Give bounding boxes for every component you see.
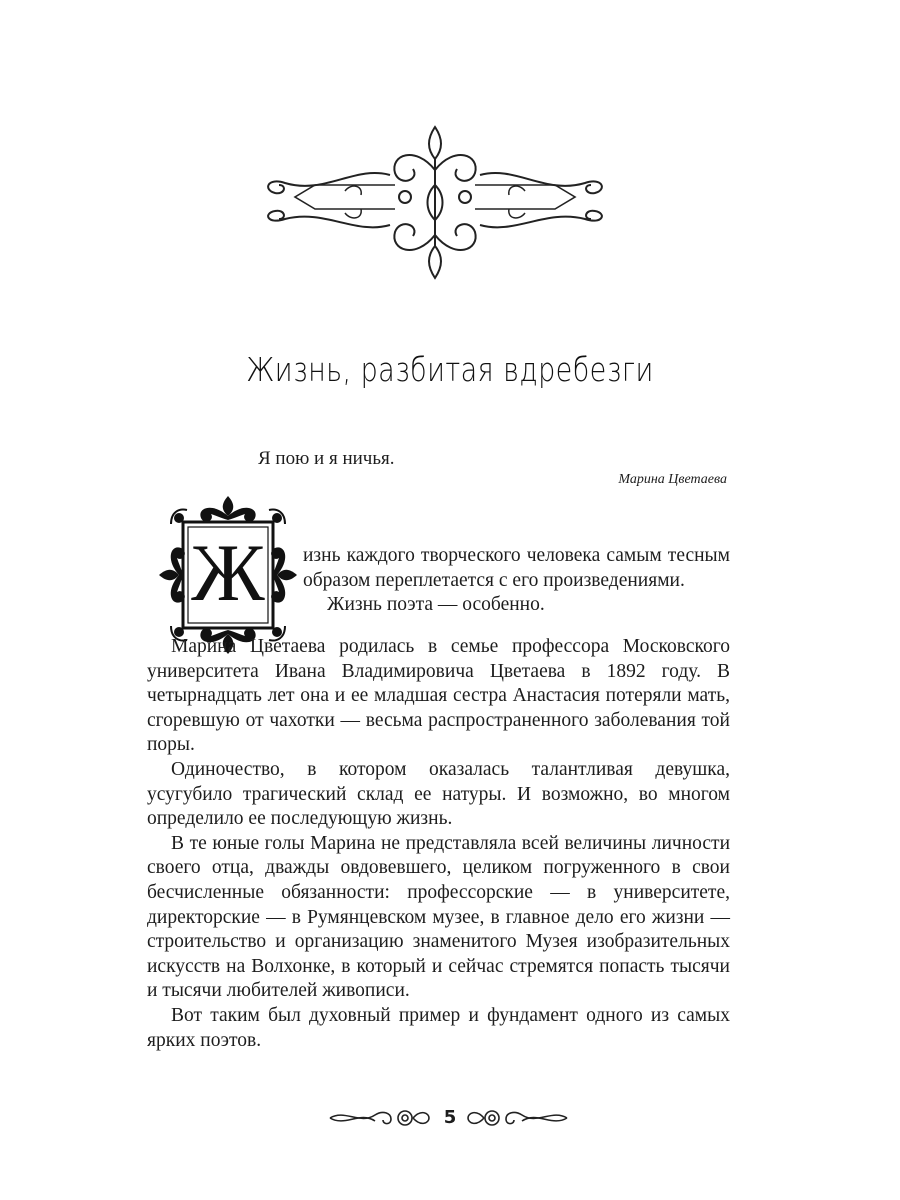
epigraph: Я пою и я ничья.: [258, 448, 395, 469]
chapter-title: Жизнь, разбитая вдребезги: [246, 350, 654, 389]
dropcap-letter: Ж: [191, 527, 265, 618]
paragraph: Вот таким был духовный пример и фундамент одного из самых ярких поэтов.: [147, 1004, 730, 1051]
intro-paragraph: Жизнь поэта — особенно.: [327, 594, 545, 616]
epigraph-author: Марина Цветаева: [618, 472, 727, 487]
intro-text: [303, 544, 730, 618]
page-number: 5: [443, 1107, 457, 1128]
paragraph: В те юные голы Марина не представляла всей величины личности своего отца, дважды овдовевшего, целиком погруженного в свои бесчисленные обязанности: профессорские — в университете, директорские — в Румянцевском музее, в главное дело его жизни — строительство и организацию знаменитого Музея изобразительных искусств на Волхонке, в который и сейчас стремятся попасть тысячи и тысячи любителей живописи.: [147, 832, 730, 1002]
body-text: [147, 635, 730, 1053]
chapter-ornament: [255, 125, 615, 280]
intro-paragraph: изнь каждого творческого человека самым тесным образом переплетается с его произведениями.: [303, 545, 730, 591]
paragraph: Одиночество, в котором оказалась талантливая девушка, усугубило трагический склад ее натуры. И возможно, во многом определило ее последующую жизнь.: [147, 758, 730, 830]
footer-ornament-right: [462, 1103, 572, 1133]
paragraph: Марина Цветаева родилась в семье профессора Московского университета Ивана Владимировича Цветаева в 1892 году. В четырнадцать лет она и ее младшая сестра Анастасия потеряли мать, сгоревшую от чахотки — весьма распространенного заболевания той поры.: [147, 636, 730, 756]
